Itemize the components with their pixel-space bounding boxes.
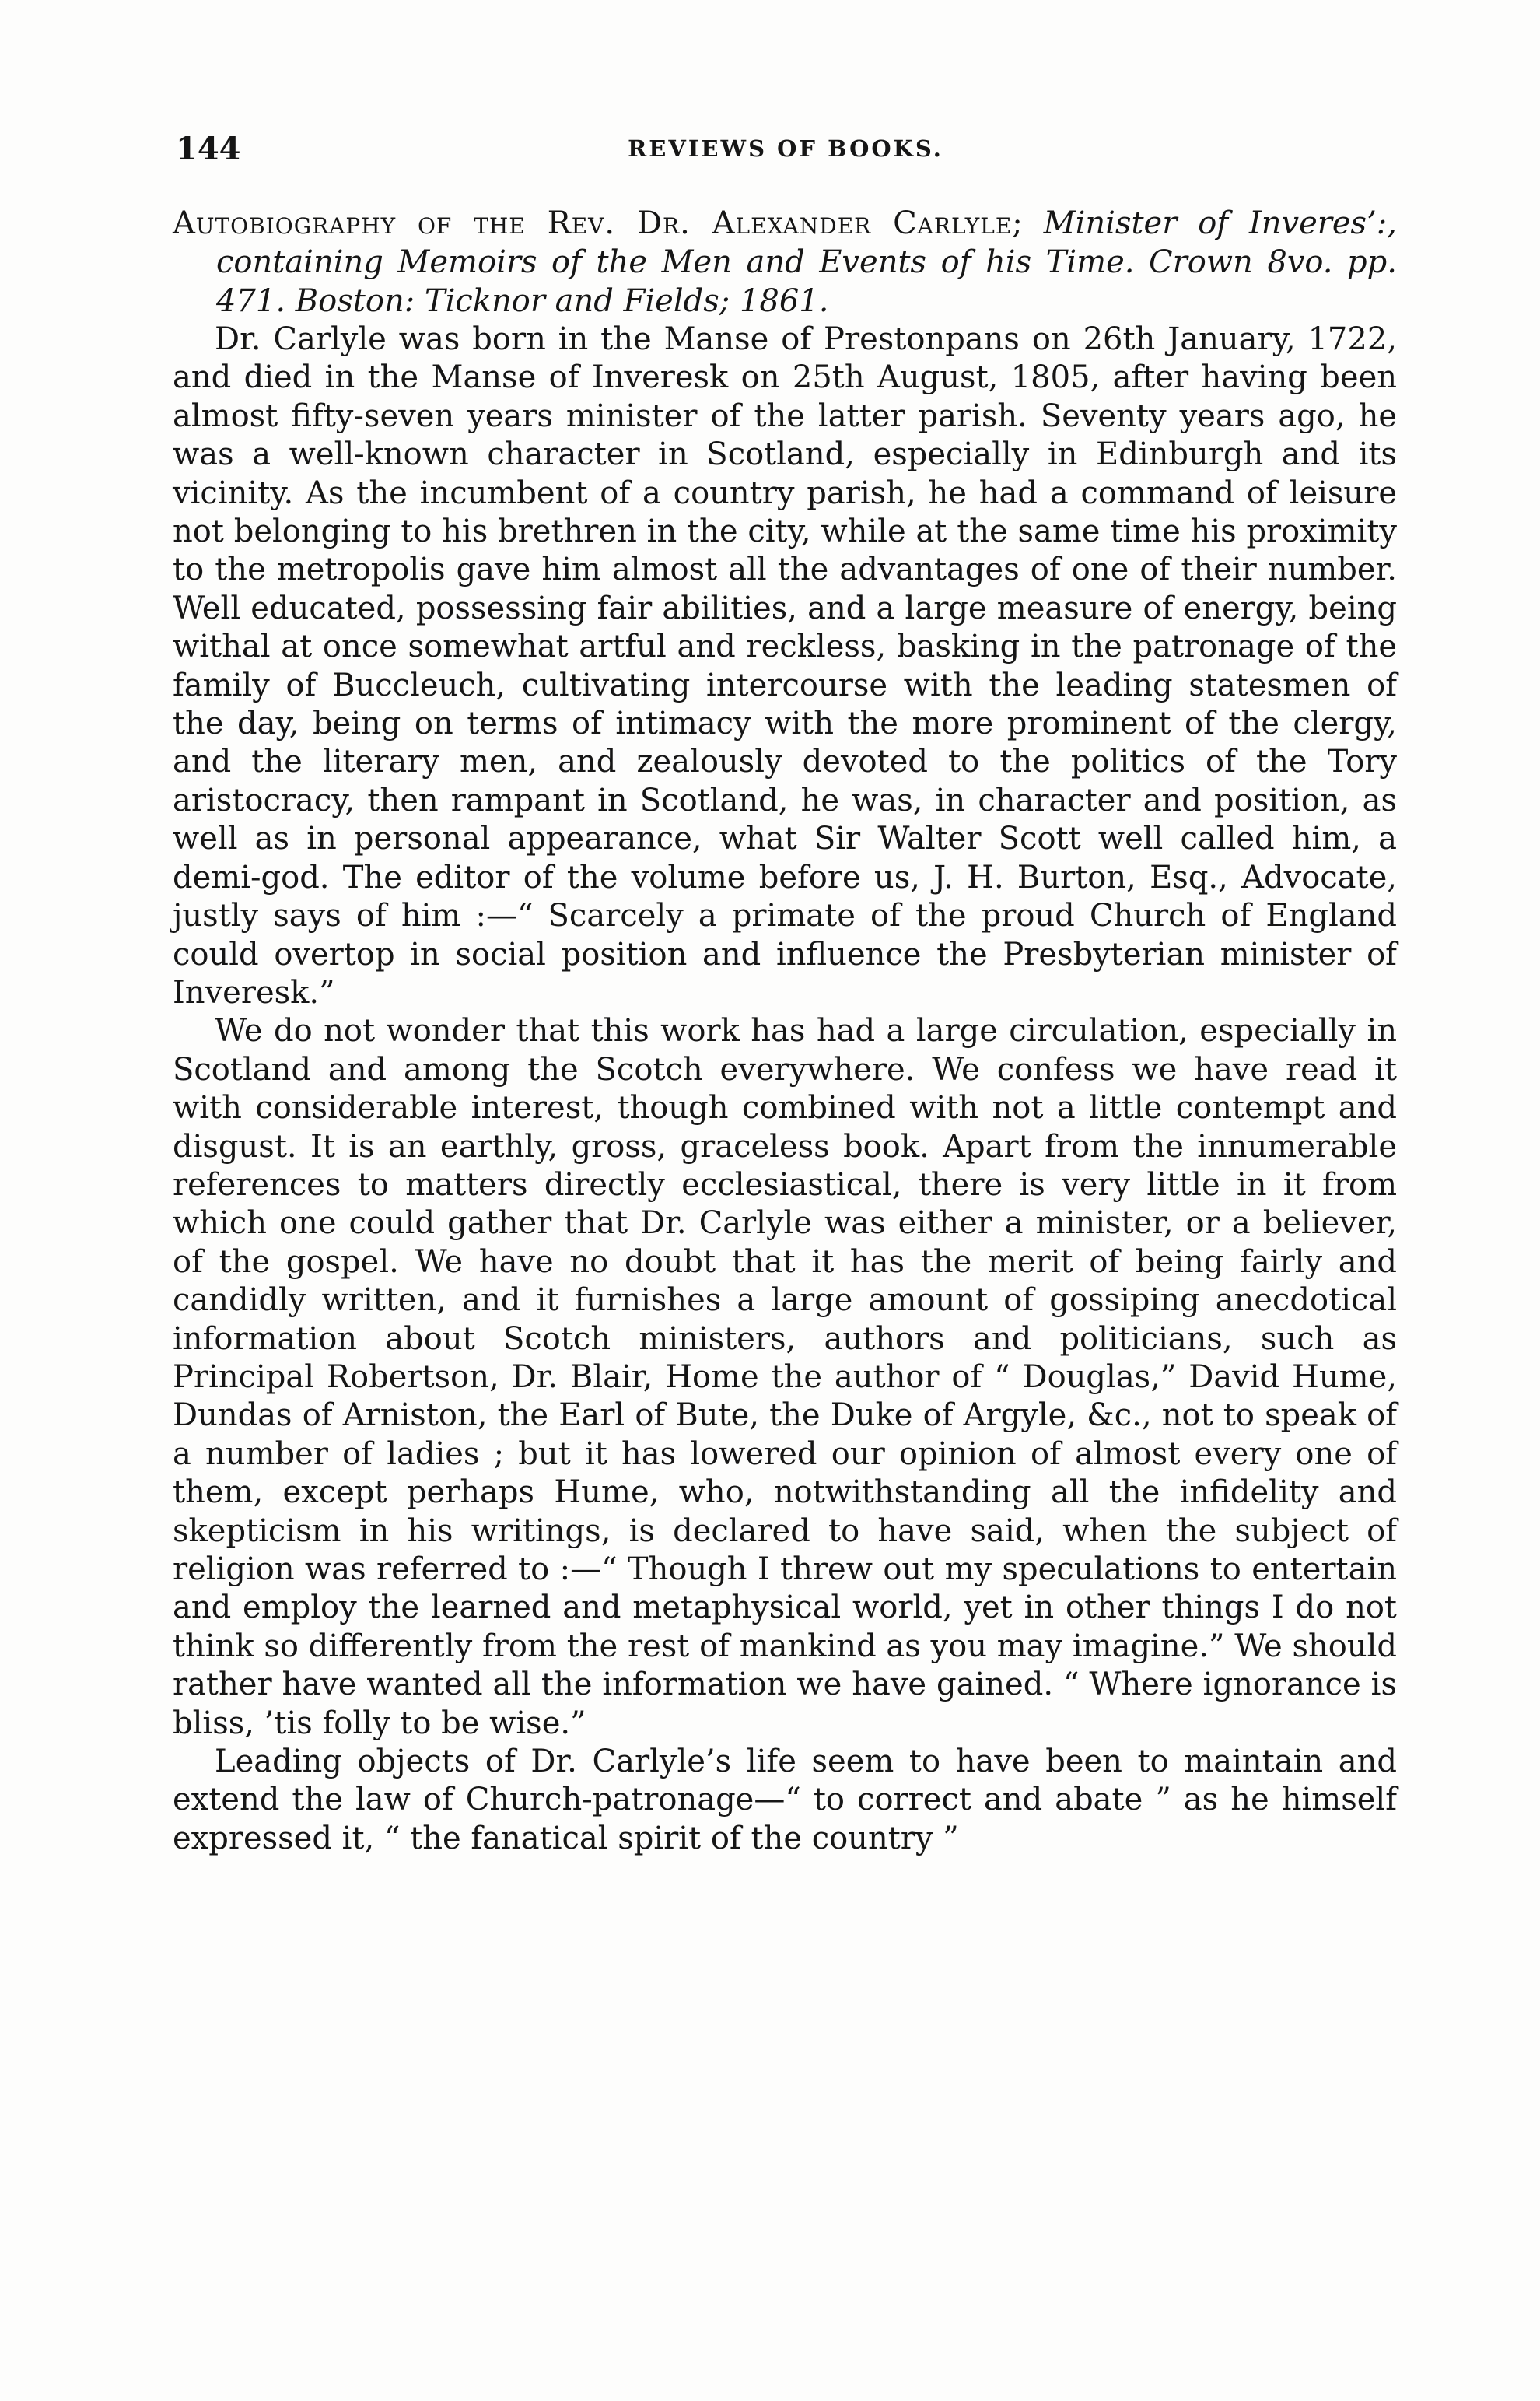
review-paragraph-1: Dr. Carlyle was born in the Manse of Prestonpans on 26th January, 1722, and died in the Manse of Inveresk on 25th August, 1805, after having been almost fifty-seven years minister of the latter parish. Seventy years ago, he was a well-known character in Scotland, especially in Edinburgh and its vicinity. As the incumbent of a country parish, he had a command of leisure not belonging to his brethren in the city, while at the same time his proximity to the metropolis gave him almost all the advantages of one of their number. Well educated, possessing fair abilities, and a large measure of energy, being withal at once somewhat artful and reckless, basking in the patronage of the family of Buccleuch, cultivating intercourse with the leading statesmen of the day, being on terms of intimacy with the more prominent of the clergy, and the literary men, and zealously devoted to the politics of the Tory aristocracy, then rampant in Scotland, he was, in character and position, as well as in personal appearance, what Sir Walter Scott well called him, a demi-god. The editor of the volume before us, J. H. Burton, Esq., Advocate, justly says of him :—“ Scarcely a primate of the proud Church of England could overtop in social position and influence the Presbyterian minister of Inveresk.” bbox=[173, 321, 1397, 1011]
page-number: 144 bbox=[176, 131, 241, 167]
book-entry-heading bbox=[173, 204, 1397, 321]
publication-details: Crown 8vo. pp. 471. Boston: Ticknor and Fields; 1861. bbox=[216, 244, 1397, 319]
title-separator: ; bbox=[1012, 205, 1044, 241]
book-title: Autobiography of the Rev. Dr. Alexander Carlyle bbox=[173, 205, 1013, 241]
book-description: Minister of Inveres’:, containing Memoirs of the Men and Events of his Time. bbox=[216, 205, 1397, 280]
review-paragraph-3: Leading objects of Dr. Carlyle’s life seem to have been to maintain and extend the law of Church-patronage—“ to correct and abate ” as he himself expressed it, “ the fanatical spirit of the country ” bbox=[173, 1744, 1397, 1856]
page-header bbox=[176, 131, 1395, 177]
running-head: REVIEWS OF BOOKS. bbox=[628, 135, 943, 162]
review-paragraph-2: We do not wonder that this work has had a large circulation, especially in Scotland and among the Scotch everywhere. We confess we have read it with considerable interest, though combined with not a little contempt and disgust. It is an earthly, gross, graceless book. Apart from the innumerable references to matters directly ecclesiastical, there is very little in it from which one could gather that Dr. Carlyle was either a minister, or a believer, of the gospel. We have no doubt that it has the merit of being fairly and candidly written, and it furnishes a large amount of gossiping anecdotical information about Scotch ministers, authors and politicians, such as Principal Robertson, Dr. Blair, Home the author of “ Douglas,” David Hume, Dundas of Arniston, the Earl of Bute, the Duke of Argyle, &c., not to speak of a number of ladies ; but it has lowered our opinion of almost every one of them, except perhaps Hume, who, notwithstanding all the infidelity and skepticism in his writings, is declared to have said, when the subject of religion was referred to :—“ Though I threw out my speculations to entertain and employ the learned and metaphysical world, yet in other things I do not think so differently from the rest of mankind as you may imagine.” We should rather have wanted all the information we have gained. “ Where ignorance is bliss, ’tis folly to be wise.” bbox=[173, 1013, 1397, 1741]
page-body bbox=[173, 204, 1397, 1858]
